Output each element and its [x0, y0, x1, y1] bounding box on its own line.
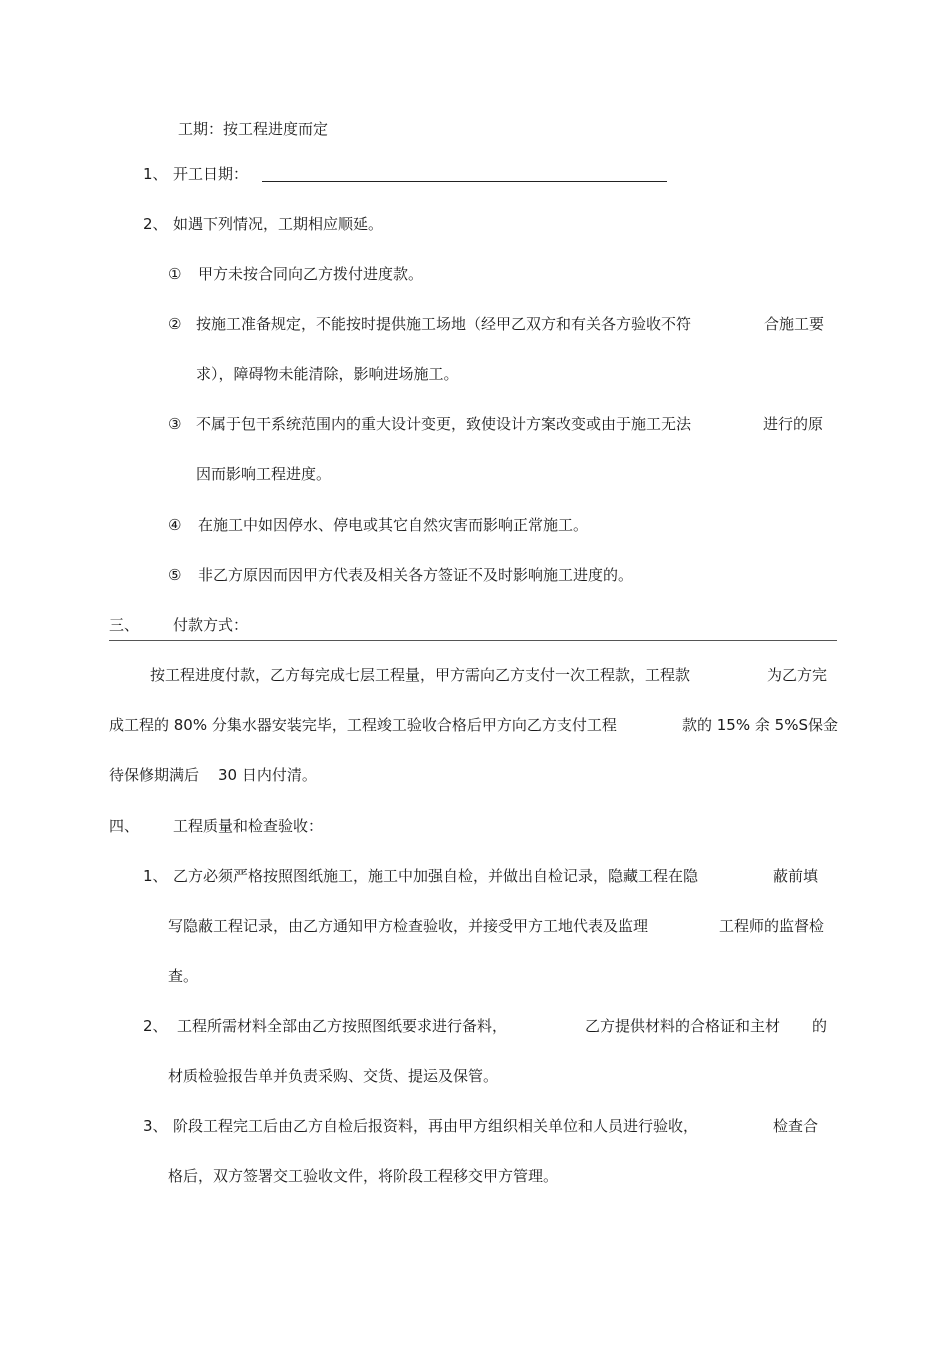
sub-item-text: 甲方未按合同向乙方拨付进度款。 [198, 265, 424, 283]
sub-item-text: 进行的原 [763, 415, 824, 433]
item-text: 材质检验报告单并负责采购、交货、提运及保管。 [168, 1067, 499, 1085]
sub-item-number: ⑤ [168, 566, 182, 584]
paragraph-text: 按工程进度付款，乙方每完成七层工程量，甲方需向乙方支付一次工程款，工程款 [150, 666, 691, 684]
sub-item-text: 不属于包干系统范围内的重大设计变更，致使设计方案改变或由于施工无法 [196, 415, 692, 433]
section-heading: 付款方式： [173, 616, 249, 634]
item-number: 2、 [143, 1017, 168, 1035]
sub-item-number: ① [168, 265, 182, 283]
start-date-blank-line [262, 181, 667, 182]
start-date-label: 开工日期： [173, 165, 249, 183]
paragraph-text: 成工程的 80% 分集水器安装完毕，工程竣工验收合格后甲方向乙方支付工程 [109, 716, 617, 734]
sub-item-text: 在施工中如因停水、停电或其它自然灾害而影响正常施工。 [198, 516, 589, 534]
item-text: 工程师的监督检 [719, 917, 825, 935]
paragraph-text: 款的 15% 余 5%S保金 [682, 716, 838, 734]
item-text: 蔽前填 [773, 867, 819, 885]
section-divider [109, 640, 837, 641]
item-text: 格后，双方签署交工验收文件，将阶段工程移交甲方管理。 [168, 1167, 559, 1185]
paragraph-text: 为乙方完 [767, 666, 828, 684]
item-text: 的 [812, 1017, 828, 1035]
sub-item-number: ④ [168, 516, 182, 534]
item-number: 1、 [143, 867, 168, 885]
item-text: 阶段工程完工后由乙方自检后报资料，再由甲方组织相关单位和人员进行验收， [173, 1117, 699, 1135]
section-number: 四、 [109, 817, 140, 835]
item-text: 查。 [168, 967, 199, 985]
sub-item-text: 非乙方原因而因甲方代表及相关各方签证不及时影响施工进度的。 [198, 566, 634, 584]
paragraph-text: 待保修期满后 [109, 766, 200, 784]
item-text: 工程所需材料全部由乙方按照图纸要求进行备料， [177, 1017, 508, 1035]
paragraph-text: 30 日内付清。 [218, 766, 317, 784]
section-number: 三、 [109, 616, 140, 634]
item-text: 写隐蔽工程记录，由乙方通知甲方检查验收，并接受甲方工地代表及监理 [168, 917, 649, 935]
schedule-intro: 工期：按工程进度而定 [178, 120, 329, 138]
sub-item-number: ② [168, 315, 182, 333]
sub-item-text: 合施工要 [764, 315, 825, 333]
sub-item-number: ③ [168, 415, 182, 433]
delay-conditions-text: 如遇下列情况，工期相应顺延。 [173, 215, 384, 233]
item-number: 2、 [143, 215, 168, 233]
section-heading: 工程质量和检查验收： [173, 817, 324, 835]
item-number: 1、 [143, 165, 168, 183]
item-text: 乙方必须严格按照图纸施工，施工中加强自检，并做出自检记录，隐藏工程在隐 [173, 867, 699, 885]
item-number: 3、 [143, 1117, 168, 1135]
sub-item-text: 按施工准备规定，不能按时提供施工场地（经甲乙双方和有关各方验收不符 [196, 315, 692, 333]
sub-item-text: 求），障碍物未能清除，影响进场施工。 [196, 365, 459, 383]
item-text: 乙方提供材料的合格证和主材 [585, 1017, 781, 1035]
sub-item-text: 因而影响工程进度。 [196, 465, 332, 483]
item-text: 检查合 [773, 1117, 819, 1135]
